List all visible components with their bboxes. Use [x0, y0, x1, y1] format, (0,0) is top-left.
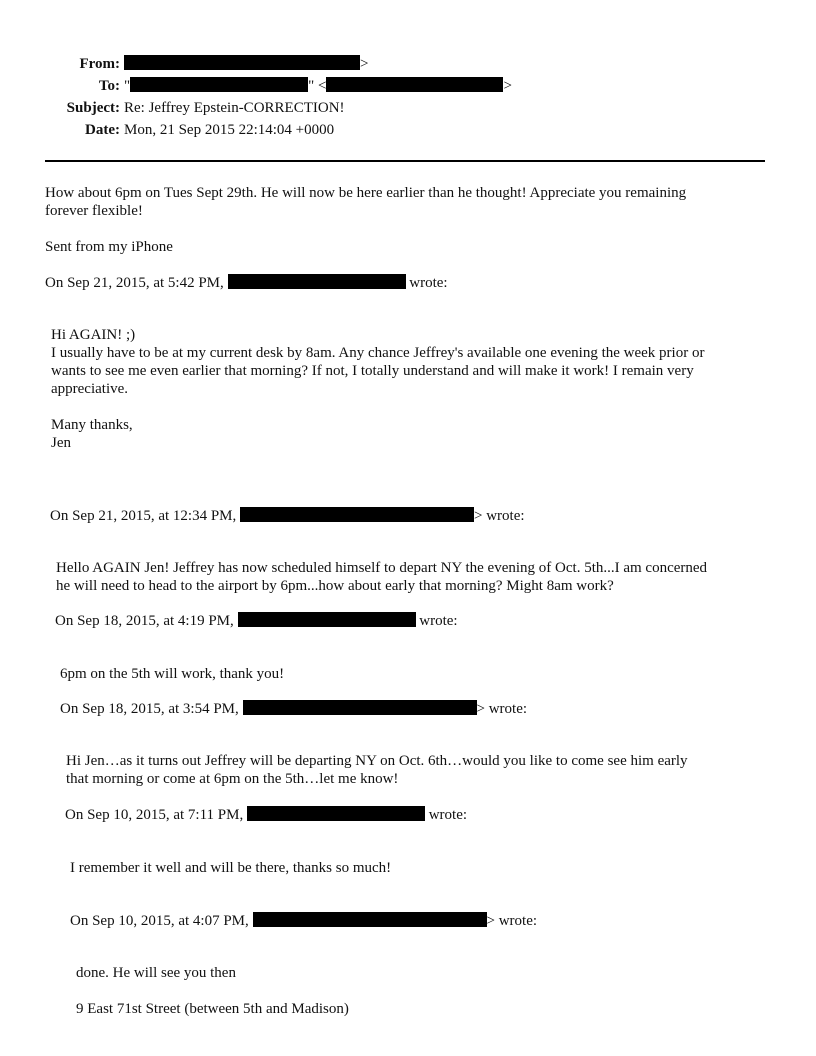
signature: Sent from my iPhone	[45, 239, 173, 255]
address-line: 9 East 71st Street (between 5th and Madison)	[76, 1001, 349, 1017]
quote-attribution	[65, 806, 467, 824]
to-value	[124, 77, 512, 95]
redaction-box	[253, 912, 487, 927]
attribution-prefix: On Sep 21, 2015, at 12:34 PM,	[50, 508, 237, 524]
from-suffix: >	[360, 56, 369, 72]
from-label: From:	[79, 56, 120, 72]
to-middle: " <	[308, 78, 327, 94]
to-open-quote: "	[124, 78, 131, 94]
reply-body: How about 6pm on Tues Sept 29th. He will now be here earlier than he thought! Appreciate you remaining forever flexible!	[45, 185, 687, 219]
redaction-box	[238, 612, 416, 627]
quote-body: I remember it well and will be there, thanks so much!	[70, 860, 392, 876]
header-divider	[45, 160, 765, 162]
quote-attribution	[55, 612, 458, 630]
redaction-box	[240, 507, 474, 522]
attribution-suffix: > wrote:	[476, 701, 528, 717]
to-label: To:	[98, 78, 120, 94]
redaction-box	[228, 274, 406, 289]
attribution-suffix: wrote:	[409, 275, 448, 291]
quote-attribution	[50, 507, 525, 525]
date-value: Mon, 21 Sep 2015 22:14:04 +0000	[124, 122, 335, 138]
redaction-box	[243, 700, 477, 715]
redaction-box	[326, 77, 503, 92]
attribution-prefix: On Sep 18, 2015, at 4:19 PM,	[55, 613, 234, 629]
redaction-box	[247, 806, 425, 821]
redaction-box	[130, 77, 308, 92]
from-value	[124, 55, 368, 73]
redaction-box	[124, 55, 360, 70]
attribution-suffix: > wrote:	[474, 508, 525, 524]
quote-body-greeting: Hi AGAIN! ;)	[51, 327, 136, 343]
attribution-suffix: wrote:	[428, 807, 468, 823]
subject-label: Subject:	[66, 100, 120, 116]
quote-body: Hello AGAIN Jen! Jeffrey has now scheduled himself to depart NY the evening of Oct. 5th...I am concerned he will need to head to the airport by 6pm...how about early that morning? Might 8am work?	[56, 560, 708, 594]
attribution-suffix: > wrote:	[486, 913, 538, 929]
quote-body: I usually have to be at my current desk by 8am. Any chance Jeffrey's available one evening the week prior or wants to see me even earlier that morning? If not, I totally understand and will make it work! I remain very appreciative.	[51, 345, 705, 397]
attribution-prefix: On Sep 21, 2015, at 5:42 PM,	[45, 275, 224, 291]
date-label: Date:	[85, 122, 120, 138]
quote-body: 6pm on the 5th will work, thank you!	[60, 666, 285, 682]
attribution-suffix: wrote:	[419, 613, 458, 629]
quote-attribution	[60, 700, 527, 718]
quote-body: Hi Jen…as it turns out Jeffrey will be departing NY on Oct. 6th…would you like to come see him early that morning or come at 6pm on the 5th…let me know!	[66, 753, 688, 787]
to-suffix: >	[503, 78, 512, 94]
quote-attribution	[45, 274, 448, 292]
quote-attribution	[70, 912, 537, 930]
attribution-prefix: On Sep 10, 2015, at 4:07 PM,	[70, 913, 249, 929]
attribution-prefix: On Sep 10, 2015, at 7:11 PM,	[65, 807, 244, 823]
attribution-prefix: On Sep 18, 2015, at 3:54 PM,	[60, 701, 239, 717]
subject-value: Re: Jeffrey Epstein-CORRECTION!	[124, 100, 345, 116]
quote-closing: Many thanks, Jen	[51, 417, 133, 451]
quote-body: done. He will see you then	[76, 965, 236, 981]
